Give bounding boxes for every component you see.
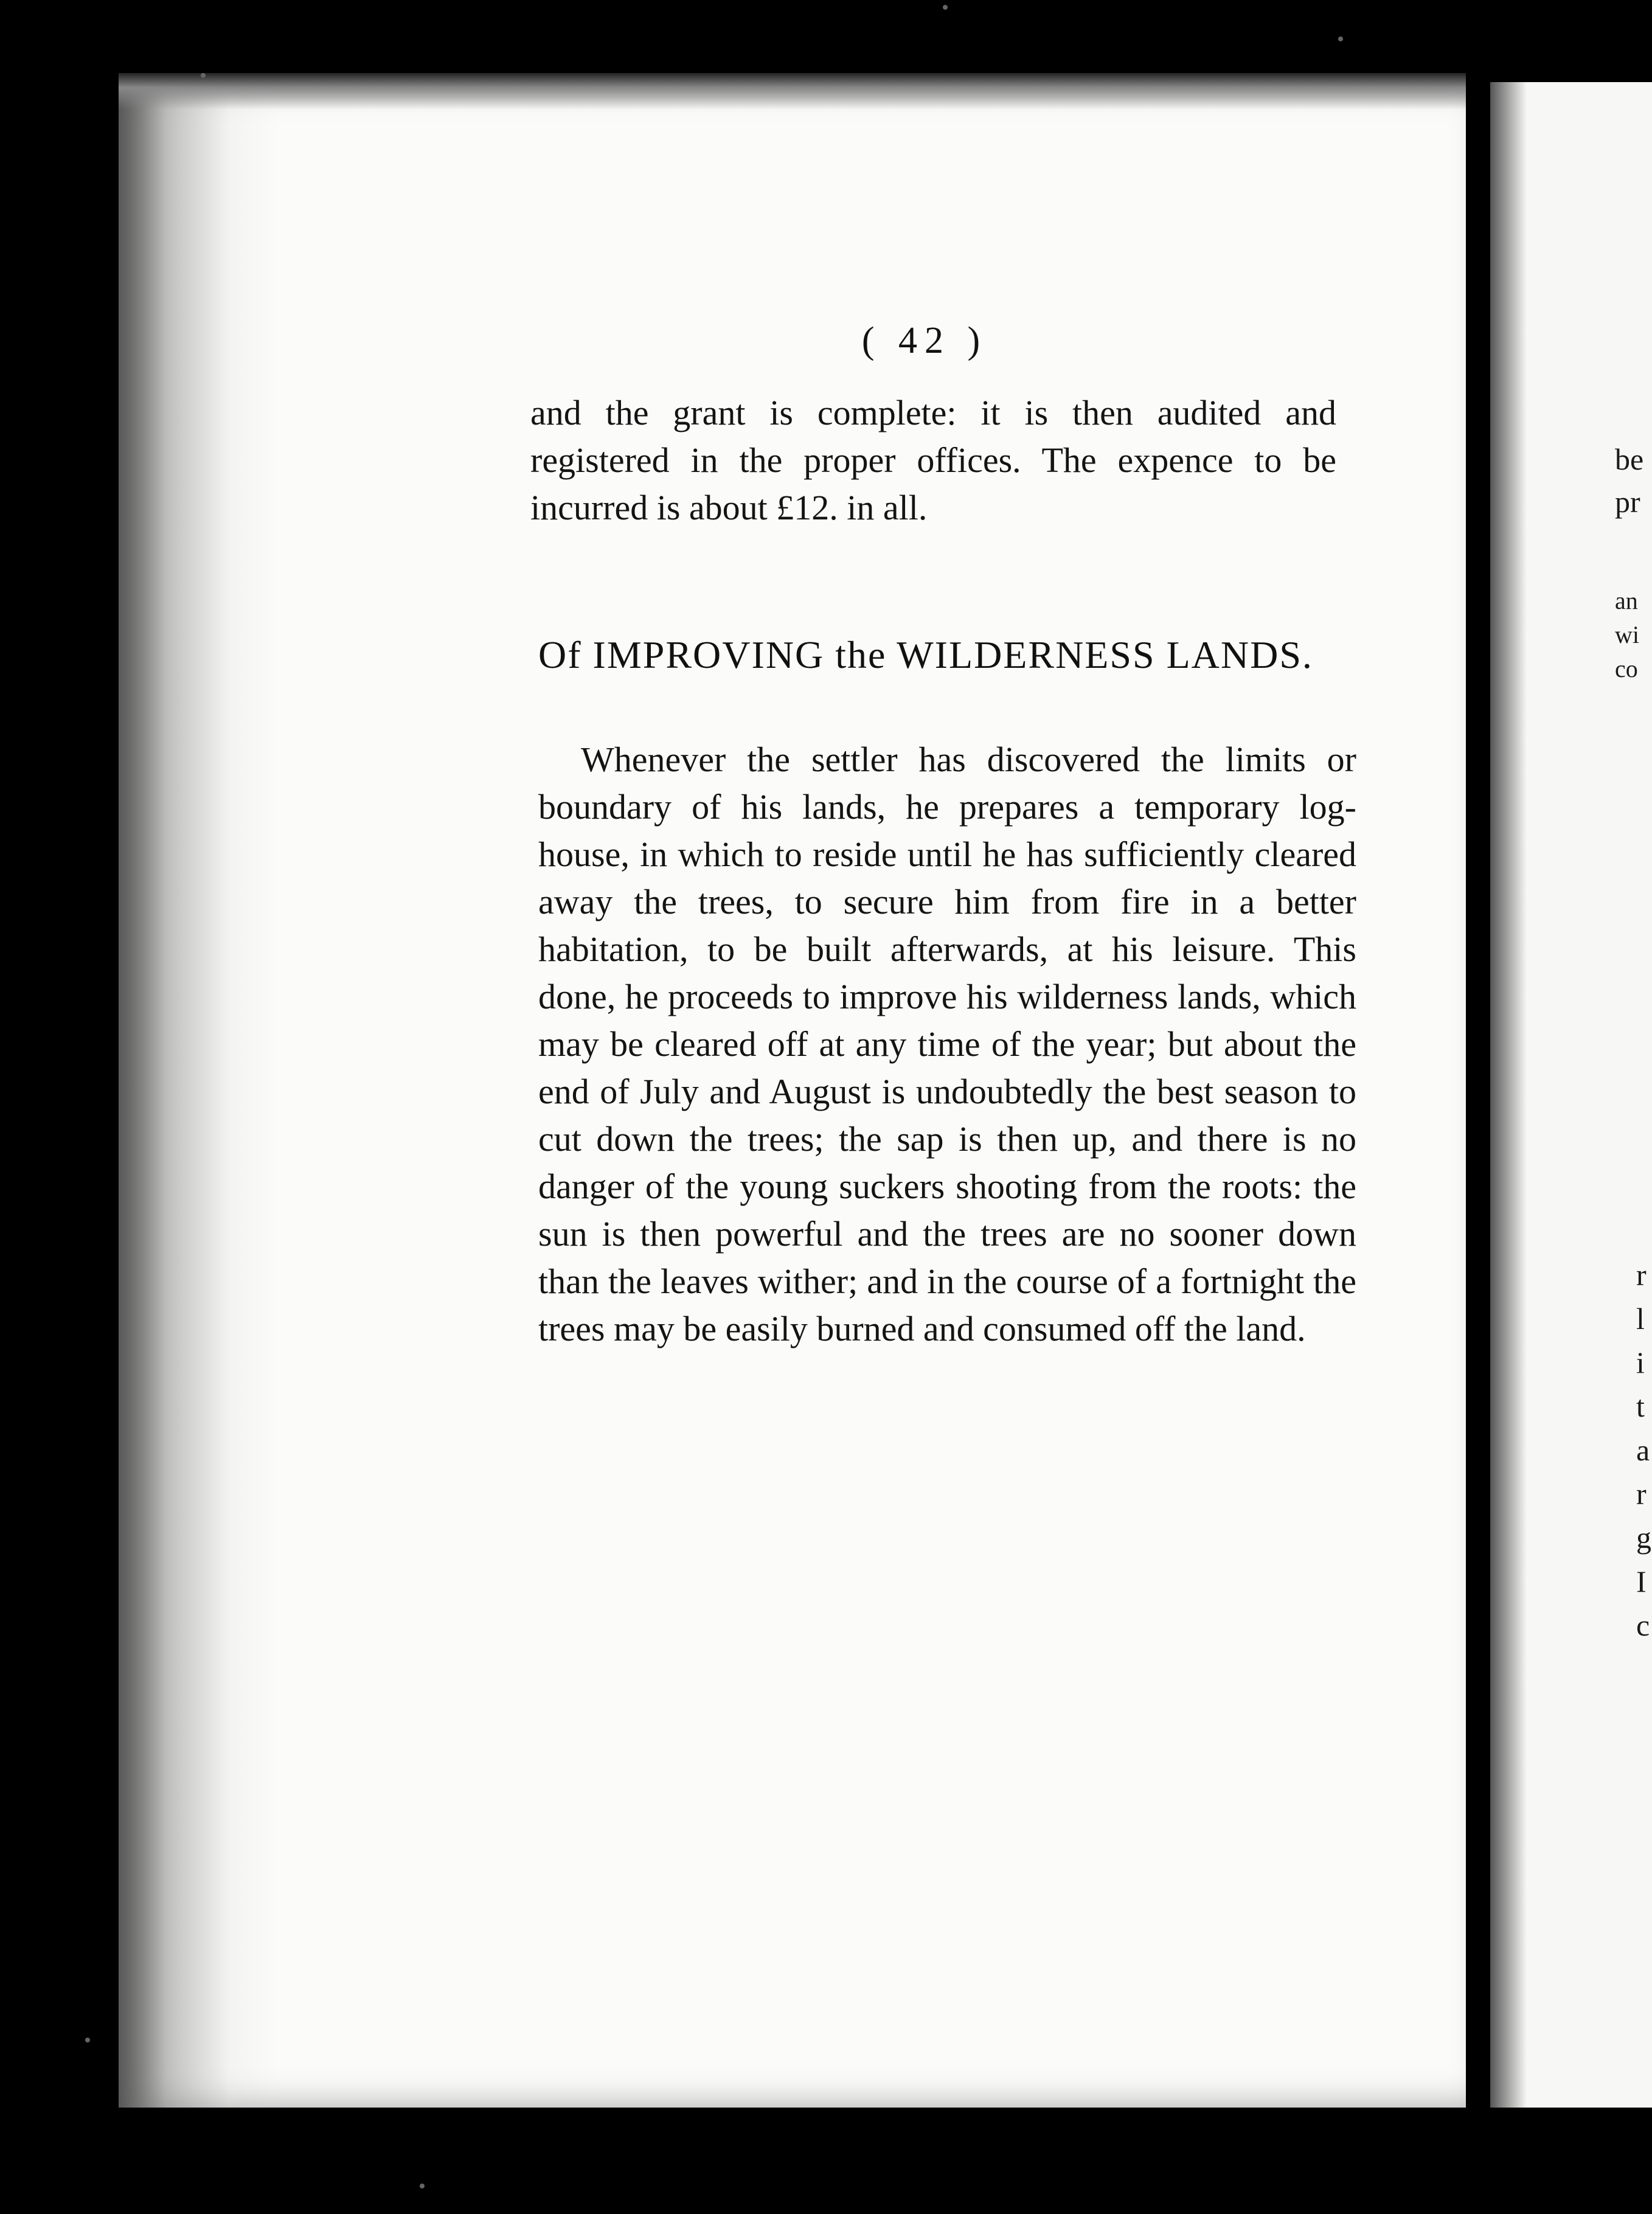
- facing-fragment: i: [1636, 1345, 1645, 1379]
- facing-fragment: an: [1615, 587, 1638, 614]
- section-heading: Of IMPROVING the WILDERNESS LANDS.: [538, 633, 1313, 676]
- facing-page-text-lower: [1636, 1253, 1652, 1647]
- scan-speck: [1338, 36, 1343, 41]
- facing-fragment: wi: [1615, 621, 1639, 648]
- scan-speck: [201, 73, 206, 78]
- facing-fragment: a: [1636, 1433, 1650, 1467]
- facing-fragment: be: [1615, 442, 1644, 476]
- facing-fragment: pr: [1615, 485, 1640, 519]
- facing-page-shadow: [1490, 82, 1527, 2108]
- facing-fragment: r: [1636, 1477, 1647, 1511]
- book-gutter: [1466, 73, 1490, 2117]
- body-paragraph-block: [538, 736, 1356, 1353]
- scan-speck: [420, 2184, 425, 2188]
- scan-speck: [943, 5, 948, 10]
- facing-fragment: g: [1636, 1521, 1651, 1555]
- intro-paragraph: and the grant is complete: it is then audited and registered in the proper offices. The expence to be incurred is about £12. in all.: [530, 393, 1336, 527]
- facing-fragment: I: [1636, 1564, 1647, 1598]
- page-edge-damage: [119, 82, 277, 2108]
- scan-speck: [85, 2038, 90, 2042]
- page-number: ( 42 ): [861, 320, 988, 361]
- facing-fragment: c: [1636, 1608, 1650, 1642]
- facing-fragment: l: [1636, 1302, 1645, 1336]
- facing-fragment: t: [1636, 1389, 1645, 1423]
- facing-fragment: r: [1636, 1258, 1647, 1292]
- body-paragraph: Whenever the settler has discovered the limits or boundary of his lands, he prepares a temporary log-house, in which to reside until he has sufficiently cleared away the trees, to secure him from fire in a better habitation, to be built afterwards, at his leisure. This done, he proceeds to improve his wilderness lands, which may be cleared off at any time of the year; but about the end of July and August is undoubtedly the best season to cut down the trees; the sap is then up, and there is no danger of the young suckers shooting from the roots: the sun is then powerful and the trees are no sooner down than the leaves wither; and in the course of a fortnight the trees may be easily burned and consumed off the land.: [538, 740, 1356, 1348]
- page-top-edge: [119, 73, 1466, 109]
- facing-fragment: co: [1615, 655, 1638, 682]
- facing-page-text-upper: [1615, 438, 1652, 686]
